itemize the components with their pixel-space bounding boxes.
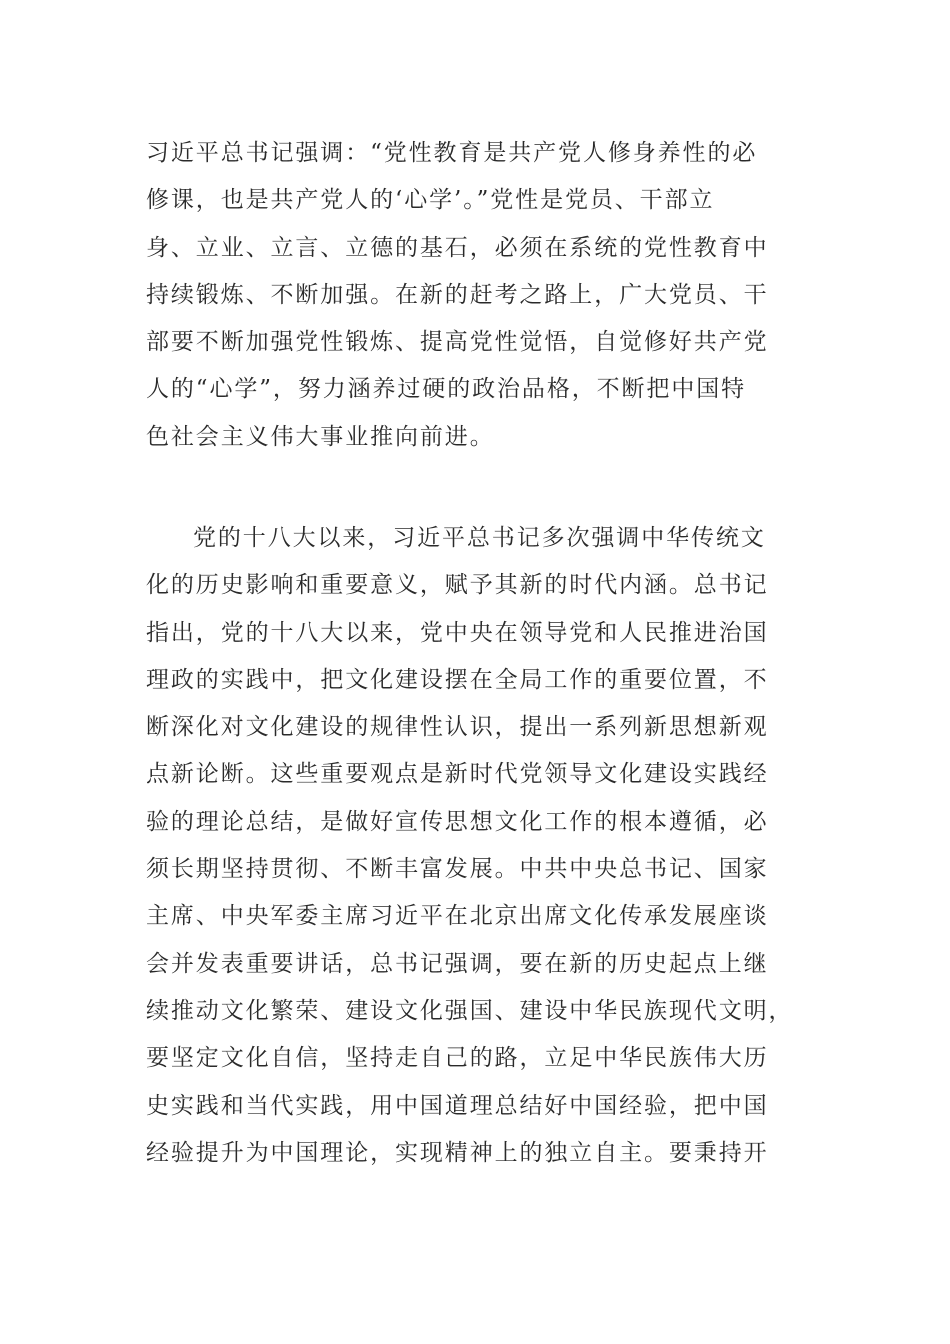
text-line: 人的“心学”，努力涵养过硬的政治品格，不断把中国特 [146,376,747,403]
text-line: 习近平总书记强调：“党性教育是共产党人修身养性的必 [146,140,758,166]
text-line: 须长期坚持贯彻、不断丰富发展。中共中央总书记、国家 [146,856,769,883]
text-line: 色社会主义伟大事业推向前进。 [146,423,495,450]
text-line: 续推动文化繁荣、建设文化强国、建设中华民族现代文明， [146,997,794,1024]
text-line: 持续锻炼、不断加强。在新的赶考之路上，广大党员、干 [146,281,769,308]
text-line: 点新论断。这些重要观点是新时代党领导文化建设实践经 [146,761,769,788]
text-line: 修课，也是共产党人的‘心学’。”党性是党员、干部立 [146,187,715,214]
text-line: 部要不断加强党性锻炼、提高党性觉悟，自觉修好共产党 [146,329,769,356]
text-line: 史实践和当代实践，用中国道理总结好中国经验，把中国 [146,1092,769,1119]
text-line: 理政的实践中，把文化建设摆在全局工作的重要位置，不 [146,666,769,693]
text-line: 经验提升为中国理论，实现精神上的独立自主。要秉持开 [146,1139,769,1166]
text-line: 化的历史影响和重要意义，赋予其新的时代内涵。总书记 [146,572,769,599]
text-line: 指出，党的十八大以来，党中央在领导党和人民推进治国 [146,619,769,646]
text-line-first: 党的十八大以来，习近平总书记多次强调中华传统文 [193,525,766,551]
paragraph-1 [146,130,806,461]
text-line: 验的理论总结，是做好宣传思想文化工作的根本遵循，必 [146,808,769,835]
text-line: 断深化对文化建设的规律性认识，提出一系列新思想新观 [146,714,769,741]
text-line: 要坚定文化自信，坚持走自己的路，立足中华民族伟大历 [146,1045,769,1072]
text-line: 身、立业、立言、立德的基石，必须在系统的党性教育中 [146,234,769,261]
paragraph-2 [146,515,806,1177]
text-line: 会并发表重要讲话，总书记强调，要在新的历史起点上继 [146,950,769,977]
text-line: 主席、中央军委主席习近平在北京出席文化传承发展座谈 [146,903,769,930]
